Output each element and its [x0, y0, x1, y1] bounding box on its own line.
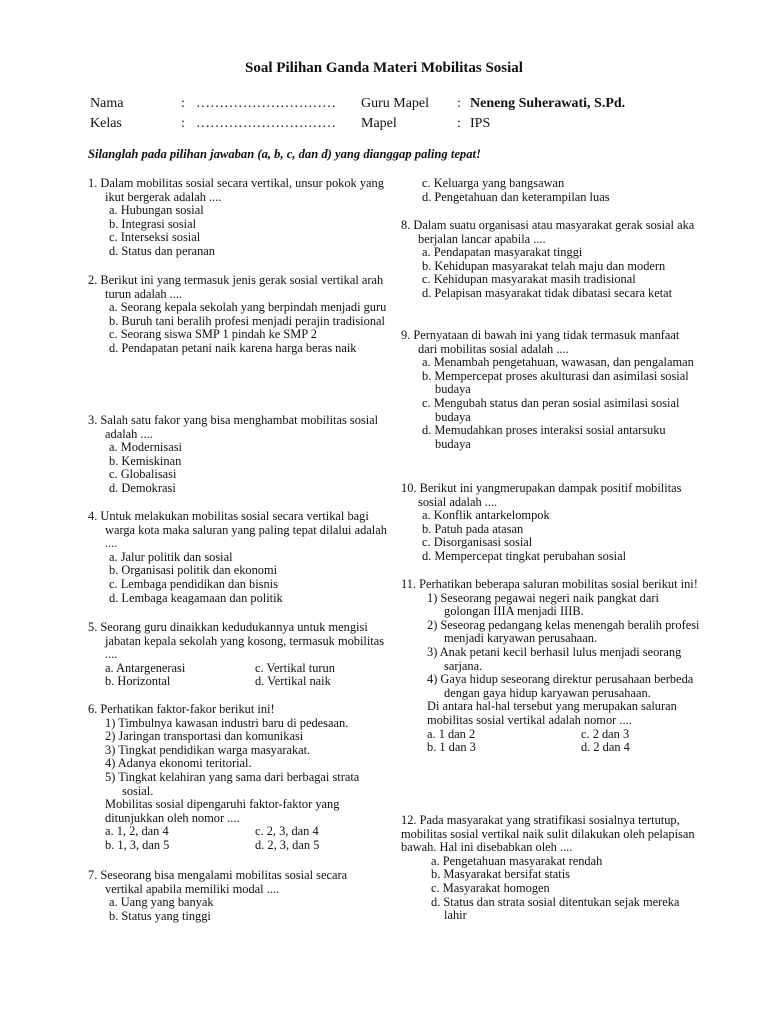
question-text: 3. Salah satu fakor yang bisa menghambat mobilitas sosial adalah ....: [88, 413, 379, 441]
mapel-value: IPS: [470, 116, 491, 131]
option-a: a. Pengetahuan masyarakat rendah: [431, 853, 603, 868]
option-c: c. Seorang siswa SMP 1 pindah ke SMP 2: [109, 327, 318, 342]
question-text: 2. Berikut ini yang termasuk jenis gerak sosial vertikal arah turun adalah ....: [88, 273, 384, 301]
option-d: d. Pelapisan masyarakat tidak dibatasi secara ketat: [422, 285, 673, 300]
option-b: b. Patuh pada atasan: [422, 521, 524, 536]
option-d: d. Status dan peranan: [109, 243, 215, 258]
option-a: a. 1, 2, dan 4: [105, 824, 169, 839]
option-a: a. Hubungan sosial: [109, 203, 204, 218]
list-item: 3) Tingkat pendidikan warga masyarakat.: [105, 742, 311, 757]
option-d: d. Demokrasi: [109, 480, 176, 495]
question-text: 5. Seorang guru dinaikkan kedudukannya untuk mengisi jabatan kepala sekolah yang kosong, termasuk mobilitas ....: [88, 620, 385, 662]
option-c: c. Globalisasi: [109, 467, 177, 482]
question-text: 6. Perhatikan faktor-fakor berikut ini!: [88, 702, 275, 716]
option-d: d. Pendapatan petani naik karena harga beras naik: [109, 340, 357, 355]
option-d: d. Mempercepat tingkat perubahan sosial: [422, 548, 627, 563]
nama-field: …………………………: [196, 96, 336, 111]
kelas-colon: :: [181, 116, 185, 131]
option-d: d. Pengetahuan dan keterampilan luas: [422, 189, 610, 204]
list-item: 2) Jaringan transportasi dan komunikasi: [105, 729, 304, 744]
question-8: [401, 219, 701, 301]
question-7: [88, 869, 388, 923]
option-b: b. Masyarakat bersifat statis: [431, 867, 571, 882]
option-a: a. Uang yang banyak: [109, 895, 214, 910]
list-item: 2) Seseorag pedangang kelas menengah beralih profesi menjadi karyawan perusahaan.: [427, 617, 700, 646]
option-a: a. Modernisasi: [109, 440, 182, 455]
kelas-label: Kelas: [90, 116, 122, 131]
nama-label: Nama: [90, 96, 124, 111]
option-c: c. Lembaga pendidikan dan bisnis: [109, 576, 278, 591]
list-item: 1) Seseorang pegawai negeri naik pangkat dari golongan IIIA menjadi IIIB.: [427, 590, 659, 619]
option-a: a. Jalur politik dan sosial: [109, 549, 233, 564]
list-item: 4) Gaya hidup seseorang direktur perusahaan berbeda dengan gaya hidup karyawan perusahaan.: [427, 672, 694, 700]
question-9: [401, 329, 701, 451]
option-a: a. Antargenerasi: [105, 660, 186, 675]
question-6: [88, 703, 388, 853]
option-b: b. Horizontal: [105, 674, 171, 689]
option-b: b. Kehidupan masyarakat telah maju dan modern: [422, 258, 666, 273]
question-10: [401, 482, 701, 564]
option-c: c. 2, 3, dan 4: [255, 824, 319, 839]
option-d: d. Status dan strata sosial ditentukan sejak mereka lahir: [431, 894, 680, 923]
option-d: d. Lembaga keagamaan dan politik: [109, 590, 283, 605]
question-2: [88, 274, 388, 356]
option-c: c. Disorganisasi sosial: [422, 535, 533, 550]
option-c: c. Interseksi sosial: [109, 230, 201, 245]
list-item: 5) Tingkat kelahiran yang sama dari berbagai strata sosial.: [105, 769, 360, 798]
option-b: b. Mempercepat proses akulturasi dan asimilasi sosial budaya: [422, 368, 689, 397]
question-3: [88, 414, 388, 496]
question-text: 11. Perhatikan beberapa saluran mobilitas sosial berikut ini!: [401, 577, 698, 591]
option-a: a. Menambah pengetahuan, wawasan, dan pengalaman: [422, 355, 694, 370]
question-text: 8. Dalam suatu organisasi atau masyarakat gerak sosial aka berjalan lancar apabila ....: [401, 218, 695, 246]
option-a: a. Konflik antarkelompok: [422, 508, 550, 523]
document-title: Soal Pilihan Ganda Materi Mobilitas Sosial: [245, 60, 523, 76]
question-stem: Mobilitas sosial dipengaruhi faktor-faktor yang ditunjukkan oleh nomor ....: [105, 797, 340, 825]
question-text: 7. Seseorang bisa mengalami mobilitas sosial secara vertikal apabila memiliki modal ....: [88, 868, 348, 896]
list-item: 3) Anak petani kecil berhasil lulus menjadi seorang sarjana.: [427, 644, 682, 673]
option-b: b. Integrasi sosial: [109, 216, 197, 231]
question-stem: Di antara hal-hal tersebut yang merupakan saluran mobilitas sosial vertikal adalah nomor ....: [427, 699, 677, 727]
option-c: c. 2 dan 3: [581, 726, 630, 741]
question-text: 9. Pernyataan di bawah ini yang tidak termasuk manfaat dari mobilitas sosial adalah ....: [401, 328, 680, 356]
option-c: c. Vertikal turun: [255, 660, 335, 675]
mapel-colon: :: [457, 116, 461, 131]
question-text: 4. Untuk melakukan mobilitas sosial secara vertikal bagi warga kota maka saluran yang paling tepat dilalui adalah ....: [88, 509, 387, 551]
question-text: 1. Dalam mobilitas sosial secara vertikal, unsur pokok yang ikut bergerak adalah ....: [88, 176, 384, 204]
option-b: b. 1 dan 3: [427, 740, 476, 755]
option-b: b. Organisasi politik dan ekonomi: [109, 563, 278, 578]
option-c: c. Keluarga yang bangsawan: [422, 176, 565, 190]
option-d: d. 2 dan 4: [581, 740, 630, 755]
option-c: c. Mengubah status dan peran sosial asimilasi sosial budaya: [422, 395, 680, 424]
option-d: d. Vertikal naik: [255, 674, 331, 689]
guru-label: Guru Mapel: [361, 96, 430, 111]
question-4: [88, 510, 388, 605]
question-11: [401, 578, 701, 755]
option-b: b. Status yang tinggi: [109, 908, 211, 923]
option-a: a. Pendapatan masyarakat tinggi: [422, 245, 583, 260]
nama-colon: :: [181, 96, 185, 111]
question-text: 12. Pada masyarakat yang stratifikasi sosialnya tertutup, mobilitas sosial vertikal naik sulit dilakukan oleh pelapisan bawah. Hal ini disebabkan oleh ....: [401, 813, 695, 855]
option-b: b. Kemiskinan: [109, 453, 182, 468]
option-a: a. 1 dan 2: [427, 726, 476, 741]
question-text: 10. Berikut ini yangmerupakan dampak positif mobilitas sosial adalah ....: [401, 481, 682, 509]
kelas-field: …………………………: [196, 116, 336, 131]
option-b: b. Buruh tani beralih profesi menjadi perajin tradisional: [109, 313, 385, 328]
question-7-continued: [401, 177, 701, 204]
question-12: [401, 814, 701, 923]
question-1: [88, 177, 388, 259]
guru-value: Neneng Suherawati, S.Pd.: [470, 96, 626, 111]
option-a: a. Seorang kepala sekolah yang berpindah menjadi guru: [109, 300, 387, 315]
mapel-label: Mapel: [361, 116, 397, 131]
list-item: 4) Adanya ekonomi teritorial.: [105, 756, 252, 771]
option-d: d. Memudahkan proses interaksi sosial antarsuku budaya: [422, 423, 666, 451]
option-b: b. 1, 3, dan 5: [105, 837, 170, 852]
option-d: d. 2, 3, dan 5: [255, 837, 320, 852]
option-c: c. Masyarakat homogen: [431, 880, 550, 895]
instruction: Silanglah pada pilihan jawaban (a, b, c, dan d) yang dianggap paling tepat!: [88, 147, 481, 161]
option-c: c. Kehidupan masyarakat masih tradisional: [422, 272, 636, 287]
question-5: [88, 621, 388, 689]
guru-colon: :: [457, 96, 461, 111]
list-item: 1) Timbulnya kawasan industri baru di pedesaan.: [105, 715, 349, 730]
